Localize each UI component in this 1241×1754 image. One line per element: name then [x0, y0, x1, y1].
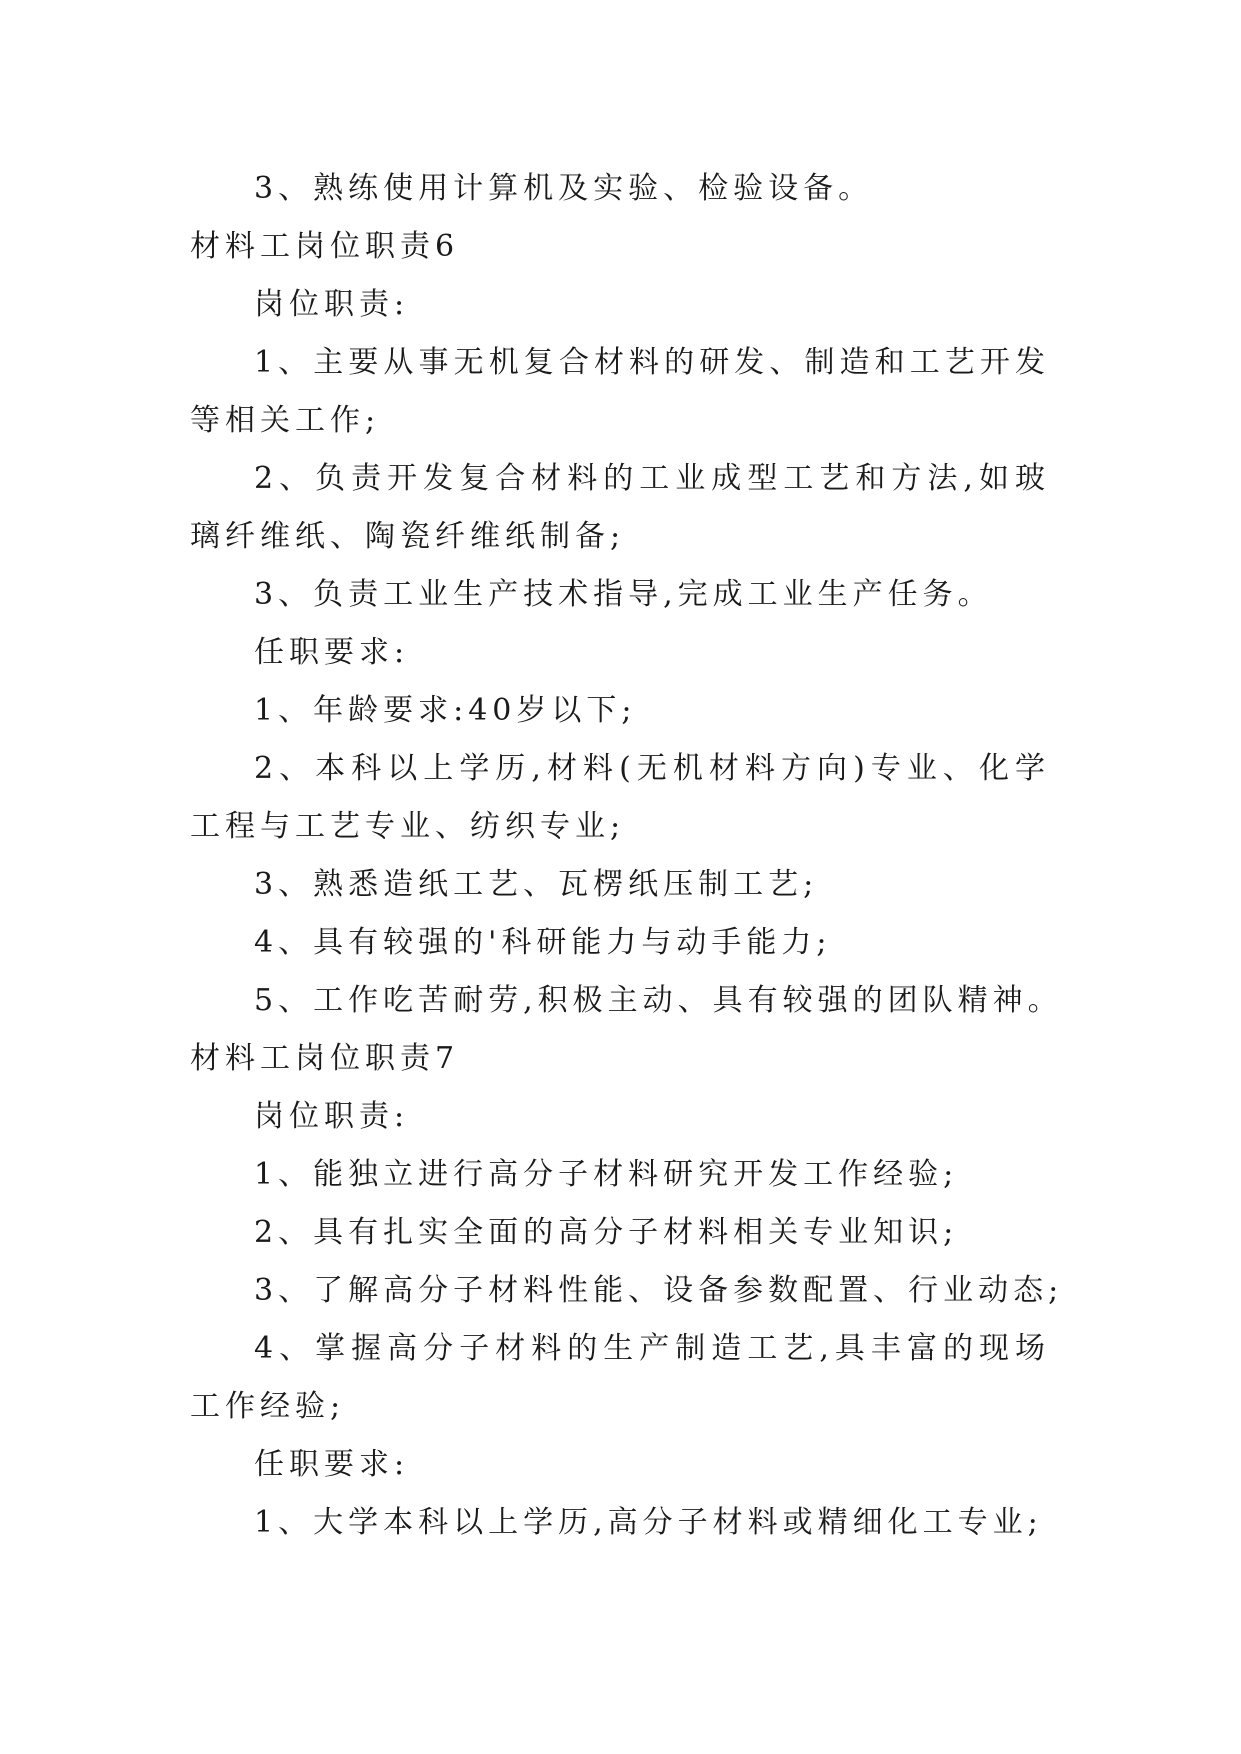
text-line: 1、能独立进行高分子材料研究开发工作经验; [254, 1157, 959, 1192]
subheading-duties: 岗位职责: [254, 287, 410, 322]
document-body [190, 160, 1064, 1552]
text-line: 2、负责开发复合材料的工业成型工艺和方法,如玻璃纤维纸、陶瓷纤维纸制备; [190, 461, 1050, 554]
text-line: 4、具有较强的'科研能力与动手能力; [254, 925, 832, 960]
section-heading-6: 材料工岗位职责6 [190, 229, 460, 264]
text-line: 2、本科以上学历,材料(无机材料方向)专业、化学工程与工艺专业、纺织专业; [190, 751, 1050, 844]
text-line: 3、负责工业生产技术指导,完成工业生产任务。 [254, 577, 993, 612]
text-line: 3、熟练使用计算机及实验、检验设备。 [254, 171, 874, 206]
text-line: 2、具有扎实全面的高分子材料相关专业知识; [254, 1215, 959, 1250]
text-line: 4、掌握高分子材料的生产制造工艺,具丰富的现场工作经验; [190, 1331, 1050, 1424]
subheading-duties: 岗位职责: [254, 1099, 410, 1134]
subheading-requirements: 任职要求: [254, 635, 410, 670]
text-line: 3、了解高分子材料性能、设备参数配置、行业动态; [254, 1273, 1064, 1308]
text-line: 1、主要从事无机复合材料的研发、制造和工艺开发等相关工作; [190, 345, 1050, 438]
subheading-requirements: 任职要求: [254, 1447, 410, 1482]
text-line: 5、工作吃苦耐劳,积极主动、具有较强的团队精神。 [254, 983, 1063, 1018]
text-line: 1、大学本科以上学历,高分子材料或精细化工专业; [254, 1505, 1043, 1540]
text-line: 1、年龄要求:40岁以下; [254, 693, 637, 728]
section-heading-7: 材料工岗位职责7 [190, 1041, 460, 1076]
text-line: 3、熟悉造纸工艺、瓦楞纸压制工艺; [254, 867, 819, 902]
